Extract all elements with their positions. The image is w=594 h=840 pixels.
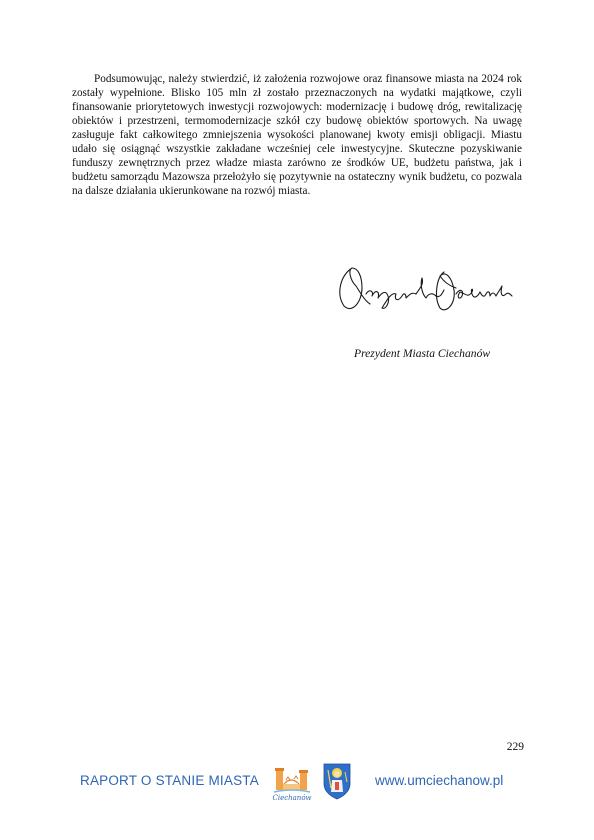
handwritten-signature [332,258,522,318]
coat-of-arms-icon [322,762,352,800]
website-link[interactable]: www.umciechanow.pl [375,773,504,788]
page-footer [0,760,594,804]
signer-title: Prezydent Miasta Ciechanów [354,347,491,360]
city-logo-icon [270,762,314,802]
logo-wordmark: Ciechanów [272,794,312,802]
page-number: 229 [506,741,524,753]
body-paragraph: Podsumowując, należy stwierdzić, iż założenia rozwojowe oraz finansowe miasta na 2024 rok zostały wypełnione. Blisko 105 mln zł zostało przeznaczonych na wydatki majątkowe, czyli finansowanie priorytetowych inwestycji rozwojowych: modernizację i budowę dróg, rewitalizację obiektów i przestrzeni, termomodernizacje szkół czy budowę obiektów sportowych. Na uwagę zasługuje fakt całkowitego zmniejszenia wysokości planowanej kwoty emisji obligacji. Miastu udało się osiągnąć wszystkie zakładane wcześniej cele inwestycyjne. Skuteczne pozyskiwanie funduszy zewnętrznych przez władze miasta zarówno ze środków UE, budżetu państwa, jak i budżetu samorządu Mazowsza przełożyło się pozytywnie na ostateczny wynik budżetu, co pozwala na dalsze działania ukierunkowane na rozwój miasta. [72,73,522,197]
report-title: RAPORT O STANIE MIASTA [80,773,259,788]
signature-drawing [332,258,522,318]
